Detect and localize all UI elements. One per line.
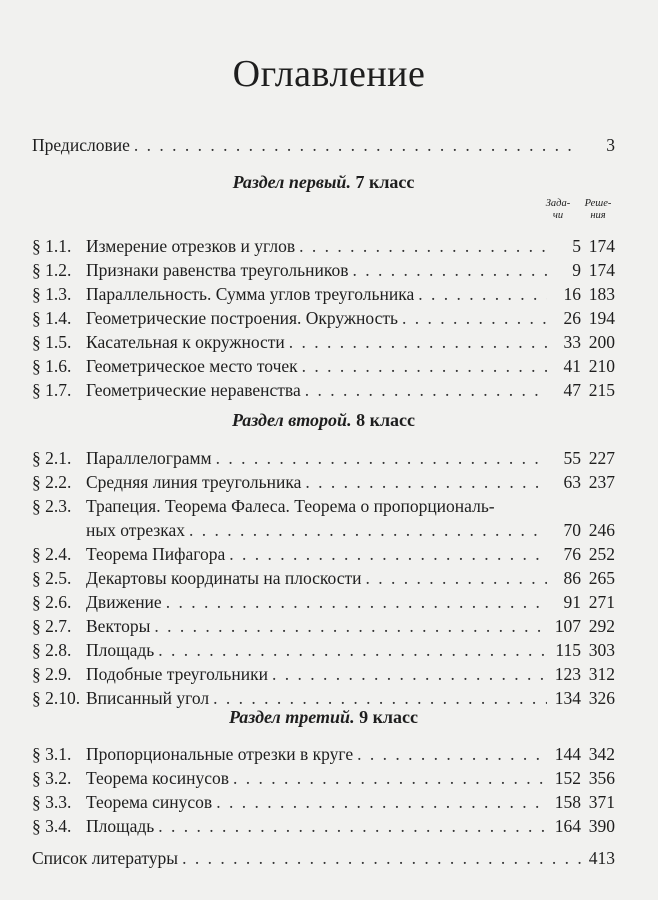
dot-leader xyxy=(398,306,547,330)
toc-entry[interactable] xyxy=(32,814,615,838)
task-page: 33 xyxy=(563,332,581,352)
toc-entry[interactable] xyxy=(32,470,615,494)
section-number: § 2.6. xyxy=(32,592,72,612)
entry-title-continuation: ных отрезках xyxy=(86,520,186,540)
solution-page: 292 xyxy=(588,616,615,636)
section-grade: 8 класс xyxy=(356,410,416,430)
toc-entry[interactable] xyxy=(32,258,615,282)
section-grade: 9 класс xyxy=(359,707,419,727)
entry-title: Площадь xyxy=(86,816,155,836)
toc-entry[interactable] xyxy=(32,614,615,638)
dot-leader xyxy=(212,446,547,470)
solution-page: 356 xyxy=(588,768,615,788)
page-title: Оглавление xyxy=(232,53,426,95)
toc-entry[interactable] xyxy=(32,590,615,614)
entry-title: Средняя линия треугольника xyxy=(86,472,302,492)
task-page: 63 xyxy=(563,472,581,492)
task-page: 47 xyxy=(563,380,581,400)
solution-page: 252 xyxy=(588,544,615,564)
task-page: 16 xyxy=(563,284,581,304)
section-number: § 1.1. xyxy=(32,236,72,256)
section-number: § 2.1. xyxy=(32,448,72,468)
dot-leader xyxy=(268,662,547,686)
dot-leader xyxy=(301,378,547,402)
solution-page: 271 xyxy=(588,592,615,612)
dot-leader xyxy=(414,282,547,306)
solution-page: 227 xyxy=(588,448,615,468)
toc-entry[interactable] xyxy=(32,638,615,662)
section-number: § 2.5. xyxy=(32,568,72,588)
task-page: 115 xyxy=(555,640,581,660)
entry-title: Движение xyxy=(86,592,162,612)
task-page: 5 xyxy=(572,236,581,256)
task-page: 164 xyxy=(554,816,581,836)
dot-leader xyxy=(154,814,547,838)
section-number: § 1.3. xyxy=(32,284,72,304)
toc-entry[interactable] xyxy=(32,234,615,258)
dot-leader xyxy=(348,258,547,282)
toc-entry[interactable] xyxy=(32,566,615,590)
solution-page: 200 xyxy=(588,332,615,352)
toc-entry[interactable] xyxy=(32,354,615,378)
entry-title: Подобные треугольники xyxy=(86,664,268,684)
toc-entry[interactable] xyxy=(32,790,615,814)
entry-title: Площадь xyxy=(86,640,155,660)
entry-title: Касательная к окружности xyxy=(86,332,285,352)
task-page: 152 xyxy=(554,768,581,788)
section-number: § 2.7. xyxy=(32,616,72,636)
solution-page: 183 xyxy=(588,284,615,304)
toc-entry[interactable] xyxy=(32,446,615,470)
dot-leader xyxy=(154,638,547,662)
solution-page: 174 xyxy=(588,236,615,256)
toc-entry[interactable] xyxy=(32,742,615,766)
dot-leader xyxy=(298,354,547,378)
page-number: 413 xyxy=(588,848,615,868)
solution-page: 371 xyxy=(588,792,615,812)
section-number: § 2.10. xyxy=(32,688,81,708)
section-number: § 2.4. xyxy=(32,544,72,564)
page-number: 3 xyxy=(606,135,615,155)
task-page: 107 xyxy=(554,616,581,636)
section-number: § 1.4. xyxy=(32,308,72,328)
dot-leader xyxy=(178,846,581,870)
entry-title: Предисловие xyxy=(32,135,130,155)
section-number: § 2.2. xyxy=(32,472,72,492)
toc-entry-continuation[interactable] xyxy=(32,518,615,542)
task-page: 123 xyxy=(554,664,581,684)
solution-page: 215 xyxy=(588,380,615,400)
task-page: 41 xyxy=(563,356,581,376)
section-number: § 2.3. xyxy=(32,496,72,516)
dot-leader xyxy=(150,614,547,638)
dot-leader xyxy=(285,330,547,354)
section-number: § 1.7. xyxy=(32,380,72,400)
task-page: 158 xyxy=(554,792,581,812)
section-number: § 3.3. xyxy=(32,792,72,812)
solution-page: 246 xyxy=(588,520,615,540)
entry-title: Геометрические неравенства xyxy=(86,380,301,400)
section-heading xyxy=(32,410,615,431)
column-header-tasks: Зада- чи xyxy=(545,198,571,221)
task-page: 70 xyxy=(563,520,581,540)
task-page: 26 xyxy=(563,308,581,328)
section-number: § 3.2. xyxy=(32,768,72,788)
toc-entry[interactable] xyxy=(32,306,615,330)
solution-page: 342 xyxy=(588,744,615,764)
section-number: § 1.2. xyxy=(32,260,72,280)
dot-leader xyxy=(362,566,547,590)
dot-leader xyxy=(295,234,547,258)
entry-title: Теорема косинусов xyxy=(86,768,229,788)
solution-page: 265 xyxy=(588,568,615,588)
toc-entry-preface[interactable] xyxy=(32,133,615,157)
toc-entry[interactable] xyxy=(32,494,615,518)
solution-page: 194 xyxy=(588,308,615,328)
entry-title: Теорема Пифагора xyxy=(86,544,226,564)
dot-leader xyxy=(301,470,547,494)
section-title: Раздел первый. xyxy=(232,172,351,192)
entry-title: Измерение отрезков и углов xyxy=(86,236,296,256)
section-number: § 2.9. xyxy=(32,664,72,684)
dot-leader xyxy=(130,133,581,157)
task-page: 144 xyxy=(554,744,581,764)
entry-title: Геометрическое место точек xyxy=(86,356,298,376)
task-page: 9 xyxy=(572,260,581,280)
section-number: § 2.8. xyxy=(32,640,72,660)
solution-page: 303 xyxy=(588,640,615,660)
toc-entry[interactable] xyxy=(32,766,615,790)
entry-title: Декартовы координаты на плоскости xyxy=(86,568,362,588)
section-title: Раздел второй. xyxy=(231,410,352,430)
toc-entry[interactable] xyxy=(32,378,615,402)
entry-title: Параллелограмм xyxy=(86,448,212,468)
entry-title: Векторы xyxy=(86,616,151,636)
section-number: § 1.5. xyxy=(32,332,72,352)
task-page: 55 xyxy=(563,448,581,468)
solution-page: 326 xyxy=(588,688,615,708)
entry-title: Теорема синусов xyxy=(86,792,213,812)
dot-leader xyxy=(353,742,547,766)
dot-leader xyxy=(162,590,547,614)
task-page: 86 xyxy=(563,568,581,588)
section-number: § 1.6. xyxy=(32,356,72,376)
entry-title: Трапеция. Теорема Фалеса. Теорема о пропорциональ- xyxy=(86,496,495,516)
entry-title: Геометрические построения. Окружность xyxy=(86,308,398,328)
dot-leader xyxy=(212,790,547,814)
table-of-contents xyxy=(32,0,615,900)
task-page: 91 xyxy=(563,592,581,612)
section-heading xyxy=(32,172,615,193)
column-headers xyxy=(541,198,615,222)
section-heading xyxy=(32,707,615,728)
entry-title: Параллельность. Сумма углов треугольника xyxy=(86,284,415,304)
toc-entry[interactable] xyxy=(32,330,615,354)
toc-entry-bibliography[interactable] xyxy=(32,846,615,870)
section-number: § 3.1. xyxy=(32,744,72,764)
task-page: 76 xyxy=(563,544,581,564)
entry-title: Вписанный угол xyxy=(86,688,210,708)
toc-entry[interactable] xyxy=(32,662,615,686)
entry-title: Список литературы xyxy=(32,848,179,868)
dot-leader xyxy=(185,518,547,542)
section-grade: 7 класс xyxy=(355,172,415,192)
solution-page: 390 xyxy=(588,816,615,836)
solution-page: 237 xyxy=(588,472,615,492)
solution-page: 312 xyxy=(588,664,615,684)
section-title: Раздел третий. xyxy=(228,707,355,727)
toc-entry[interactable] xyxy=(32,282,615,306)
entry-title: Признаки равенства треугольников xyxy=(86,260,349,280)
solution-page: 210 xyxy=(588,356,615,376)
dot-leader xyxy=(229,766,547,790)
toc-entry[interactable] xyxy=(32,542,615,566)
solution-page: 174 xyxy=(588,260,615,280)
column-header-solutions: Реше- ния xyxy=(584,198,612,221)
entry-title: Пропорциональные отрезки в круге xyxy=(86,744,354,764)
section-number: § 3.4. xyxy=(32,816,72,836)
task-page: 134 xyxy=(554,688,581,708)
dot-leader xyxy=(225,542,547,566)
